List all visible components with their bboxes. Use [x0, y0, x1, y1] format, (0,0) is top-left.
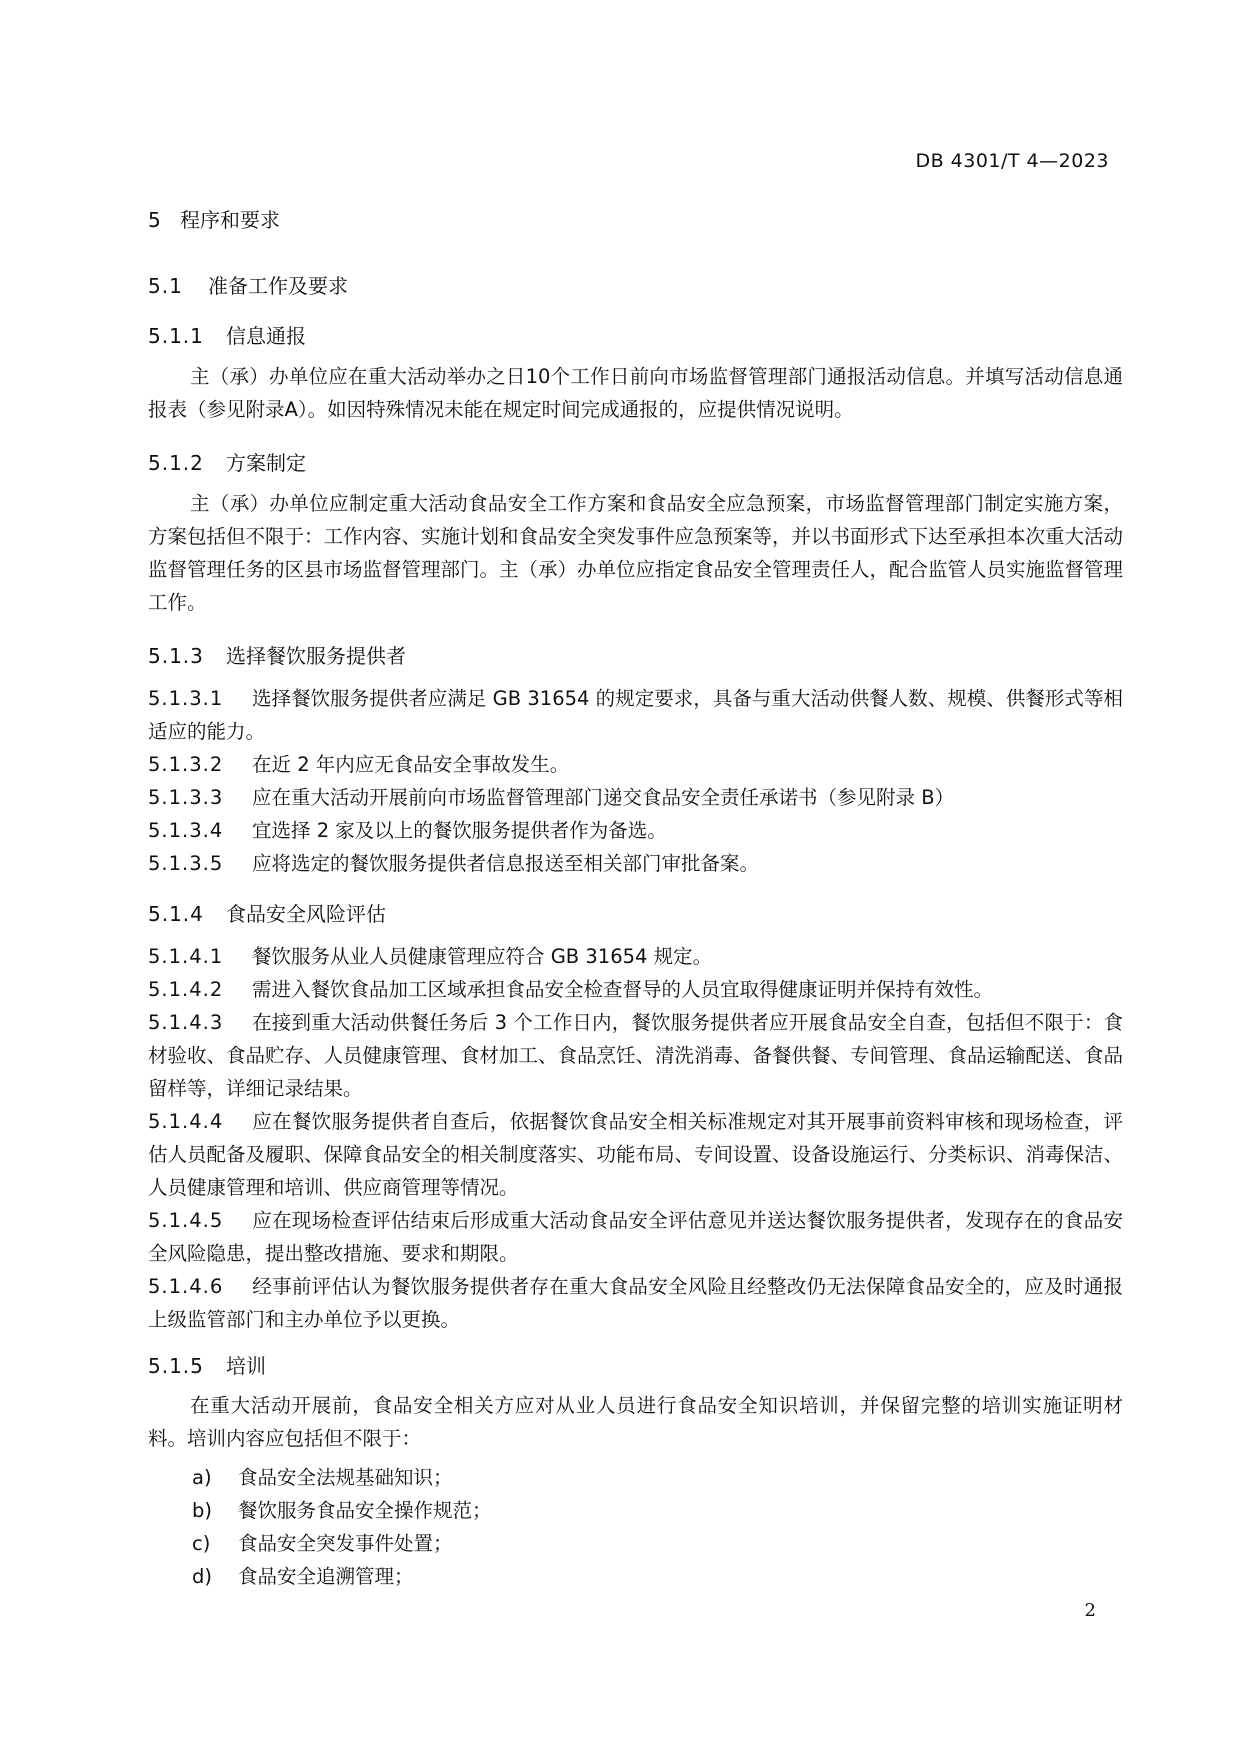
- list-text: 餐饮服务食品安全操作规范；: [238, 1499, 492, 1522]
- clause-number: 5.1.4.4: [148, 1110, 224, 1133]
- clause-item: [148, 1204, 1123, 1270]
- clause-text: 在近 2 年内应无食品安全事故发生。: [252, 753, 570, 776]
- clause-item: [148, 1105, 1123, 1204]
- section-number: 5.1.2: [148, 451, 204, 475]
- paragraph-training: 在重大活动开展前，食品安全相关方应对从业人员进行食品安全知识培训，并保留完整的培训实施证明材料。培训内容应包括但不限于：: [148, 1394, 1123, 1450]
- clause-text: 在接到重大活动供餐任务后 3 个工作日内，餐饮服务提供者应开展食品安全自查，包括但不限于：食材验收、食品贮存、人员健康管理、食材加工、食品烹饪、清洗消毒、备餐供餐、专间管理、食品运输配送、食品留样等，详细记录结果。: [148, 1011, 1124, 1100]
- section-title: 程序和要求: [180, 208, 280, 232]
- section-title: 信息通报: [226, 324, 306, 348]
- clause-text: 选择餐饮服务提供者应满足 GB 31654 的规定要求，具备与重大活动供餐人数、规模、供餐形式等相适应的能力。: [148, 687, 1123, 743]
- clause-item: [148, 781, 1123, 814]
- clause-text: 应在餐饮服务提供者自查后，依据餐饮食品安全相关标准规定对其开展事前资料审核和现场检查，评估人员配备及履职、保障食品安全的相关制度落实、功能布局、专间设置、设备设施运行、分类标识、消毒保洁、人员健康管理和培训、供应商管理等情况。: [148, 1110, 1124, 1199]
- paragraph-information-notification: 主（承）办单位应在重大活动举办之日10个工作日前向市场监督管理部门通报活动信息。并填写活动信息通报表（参见附录A）。如因特殊情况未能在规定时间完成通报的，应提供情况说明。: [148, 365, 1123, 421]
- document-code: DB 4301/T 4—2023: [915, 150, 1109, 172]
- clause-text: 应在现场检查评估结束后形成重大活动食品安全评估意见并送达餐饮服务提供者，发现存在的食品安全风险隐患，提出整改措施、要求和期限。: [148, 1209, 1123, 1265]
- list-item: [192, 1495, 492, 1523]
- clause-item: [148, 973, 1123, 1006]
- clause-number: 5.1.4.3: [148, 1011, 224, 1034]
- clause-number: 5.1.4.5: [148, 1209, 224, 1232]
- list-text: 食品安全追溯管理；: [238, 1565, 414, 1588]
- section-number: 5.1.1: [148, 324, 204, 348]
- list-item: [192, 1462, 453, 1490]
- list-text: 食品安全突发事件处置；: [238, 1532, 453, 1555]
- clause-text: 宜选择 2 家及以上的餐饮服务提供者作为备选。: [252, 819, 667, 842]
- section-number: 5: [148, 208, 161, 232]
- clause-text: 经事前评估认为餐饮服务提供者存在重大食品安全风险且经整改仍无法保障食品安全的，应及时通报上级监管部门和主办单位予以更换。: [148, 1275, 1123, 1331]
- clause-text: 应在重大活动开展前向市场监督管理部门递交食品安全责任承诺书（参见附录 B）: [252, 786, 955, 809]
- section-number: 5.1.5: [148, 1354, 204, 1378]
- clause-item: [148, 814, 1123, 847]
- clause-item: [148, 748, 1123, 781]
- clause-item: [148, 1270, 1123, 1336]
- section-5-1-heading: [148, 270, 348, 299]
- page-number: 2: [1084, 1600, 1096, 1621]
- list-item: [192, 1561, 414, 1589]
- clause-text: 餐饮服务从业人员健康管理应符合 GB 31654 规定。: [252, 945, 713, 968]
- clause-number: 5.1.3.1: [148, 687, 224, 710]
- section-title: 培训: [226, 1354, 266, 1378]
- clause-number: 5.1.3.5: [148, 852, 224, 875]
- clause-number: 5.1.3.4: [148, 819, 224, 842]
- list-text: 食品安全法规基础知识；: [238, 1466, 453, 1489]
- clause-item: [148, 1006, 1123, 1105]
- clause-number: 5.1.4.2: [148, 978, 224, 1001]
- section-title: 食品安全风险评估: [226, 902, 386, 926]
- section-title: 选择餐饮服务提供者: [226, 644, 406, 668]
- clause-text: 应将选定的餐饮服务提供者信息报送至相关部门审批备案。: [252, 852, 760, 875]
- clause-item: [148, 847, 1123, 880]
- list-marker: d): [192, 1565, 212, 1588]
- clause-number: 5.1.3.3: [148, 786, 224, 809]
- section-title: 准备工作及要求: [208, 274, 348, 298]
- clause-number: 5.1.4.6: [148, 1275, 224, 1298]
- section-5-1-5-heading: [148, 1350, 266, 1379]
- paragraph-plan-formulation: 主（承）办单位应制定重大活动食品安全工作方案和食品安全应急预案，市场监督管理部门制定实施方案，方案包括但不限于：工作内容、实施计划和食品安全突发事件应急预案等，并以书面形式下达至承担本次重大活动监督管理任务的区县市场监督管理部门。主（承）办单位应指定食品安全管理责任人，配合监管人员实施监督管理工作。: [148, 492, 1124, 614]
- clause-item: [148, 940, 1123, 973]
- section-number: 5.1: [148, 274, 183, 298]
- section-number: 5.1.3: [148, 644, 204, 668]
- clause-item: [148, 682, 1123, 748]
- clause-number: 5.1.3.2: [148, 753, 224, 776]
- list-marker: c): [192, 1532, 211, 1555]
- section-number: 5.1.4: [148, 902, 204, 926]
- list-marker: a): [192, 1466, 212, 1489]
- section-5-1-1-heading: [148, 320, 306, 349]
- section-5-1-3-heading: [148, 640, 406, 669]
- section-5-1-2-heading: [148, 447, 306, 476]
- section-5-heading: [148, 204, 280, 233]
- clause-number: 5.1.4.1: [148, 945, 224, 968]
- section-title: 方案制定: [226, 451, 306, 475]
- section-5-1-4-heading: [148, 898, 386, 927]
- clause-text: 需进入餐饮食品加工区域承担食品安全检查督导的人员宜取得健康证明并保持有效性。: [252, 978, 994, 1001]
- list-item: [192, 1528, 453, 1556]
- list-marker: b): [192, 1499, 212, 1522]
